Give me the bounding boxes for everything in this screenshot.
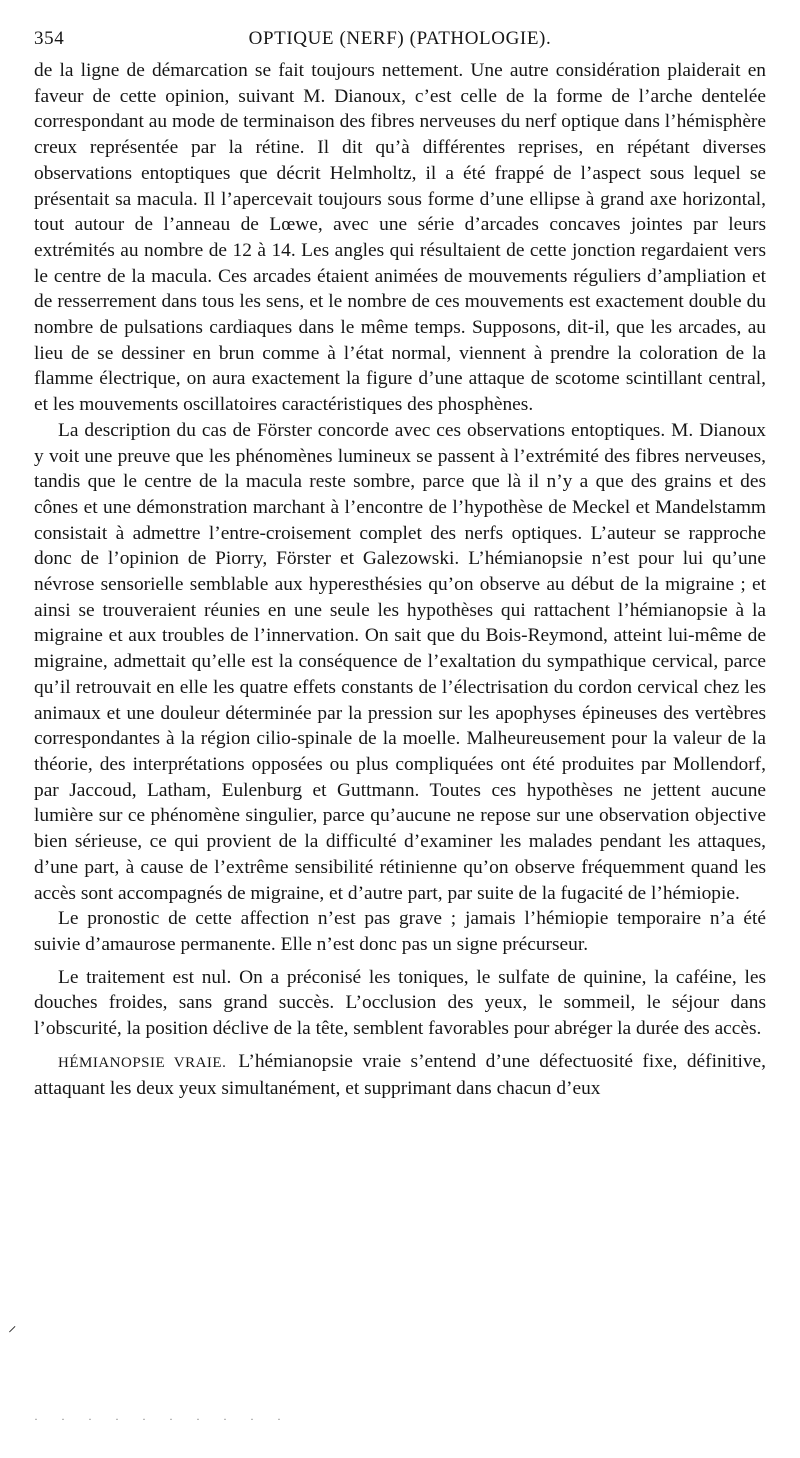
paragraph-traitement: Le traitement est nul. On a préconisé les toniques, le sulfate de quinine, la caféine, les douches froides, sans grand succès. L’occlusion des yeux, le sommeil, le séjour dans l’obscurité, la position déclive de la tête, semblent favorables pour abréger la durée des accès. [34,966,766,1040]
running-header [34,24,766,54]
section-heading: HÉMIANOPSIE VRAIE. [58,1054,227,1071]
paragraph-hemianopsie-vraie [34,1049,766,1102]
paragraph-pronostic: Le pronostic de cette affection n’est pas grave ; jamais l’hémiopie temporaire n’a été suivie d’amaurose permanente. Elle n’est donc pas un signe précurseur. [34,908,766,955]
footer-marks: · · · · · · · · · · [34,1412,291,1426]
document-page [34,24,766,1102]
body-text [34,58,766,1102]
running-title: OPTIQUE (NERF) (PATHOLOGIE). [248,28,552,49]
margin-mark: ⸝ [8,1316,17,1335]
paragraph-continuation: de la ligne de démarcation se fait toujours nettement. Une autre considération plaiderait en faveur de cette opinion, suivant M. Dianoux, c’est celle de la forme de l’arche dentelée correspondant au mode de terminaison des fibres nerveuses du nerf optique dans l’hémisphère creux représentée par la rétine. Il dit qu’à différentes reprises, en répétant diverses observations entoptiques que décrit Helmholtz, il a été frappé de l’aspect sous lequel se présentait sa macula. Il l’apercevait toujours sous forme d’une ellipse à grand axe horizontal, tout autour de l’anneau de Lœwe, avec une série d’arcades concaves jointes par leurs extrémités au nombre de 12 à 14. Les angles qui résultaient de cette jonction regardaient vers le centre de la macula. Ces arcades étaient animées de mouvements réguliers d’ampliation et de resserrement dans tous les sens, et le nombre de ces mouvements est exactement double du nombre de pulsations cardiaques dans le même temps. Supposons, dit-il, que les arcades, au lieu de se dessiner en brun comme à l’état normal, viennent à prendre la coloration de la flamme électrique, on aura exactement la figure d’une attaque de scotome scintillant central, et les mouvements oscillatoires caractéristiques des phosphènes. [34,60,766,416]
section-text: L’hémianopsie vraie s’entend d’une défectuosité fixe, définitive, attaquant les deux yeux simultanément, et supprimant dans chacun d’eux [34,1050,767,1100]
page-number: 354 [34,28,65,49]
paragraph-forster: La description du cas de Förster concorde avec ces observations entoptiques. M. Dianoux y voit une preuve que les phénomènes lumineux se passent à l’extrémité des fibres nerveuses, tandis que le centre de la macula reste sombre, parce que là il n’y a que des grains et des cônes et une démonstration marchant à l’encontre de l’hypothèse de Meckel et Mandelstamm consistait à admettre l’entre-croisement complet des nerfs optiques. L’auteur se rapproche donc de l’opinion de Piorry, Förster et Galezowski. L’hémianopsie n’est pour lui qu’une névrose sensorielle semblable aux hyperesthésies qu’on observe au début de la migraine ; et ainsi se trouveraient réunies en une seule les hypothèses qui rattachent l’hémianopsie à la migraine et aux troubles de l’innervation. On sait que du Bois-Reymond, atteint lui-même de migraine, admettait qu’elle est la conséquence de l’exaltation du sympathique cervical, parce qu’il retrouvait en elle les quatre effets constants de l’électrisation du cordon cervical chez les animaux et une douleur déterminée par la pression sur les apophyses épineuses des vertèbres correspondantes à la région cilio-spinale de la moelle. Malheureusement pour la valeur de la théorie, des interprétations opposées ou plus compliquées ont été produites par Mollendorf, par Jaccoud, Latham, Eulenburg et Guttmann. Toutes ces hypothèses ne jettent aucune lumière sur ce phénomène singulier, parce qu’aucune ne repose sur une observation objective bien sérieuse, ce qui provient de la difficulté d’examiner les malades pendant les attaques, d’une part, à cause de l’extrême sensibilité rétinienne qu’on observe fréquemment quand les accès sont accompagnés de migraine, et d’autre part, par suite de la fugacité de l’hémiopie. [34,419,766,904]
